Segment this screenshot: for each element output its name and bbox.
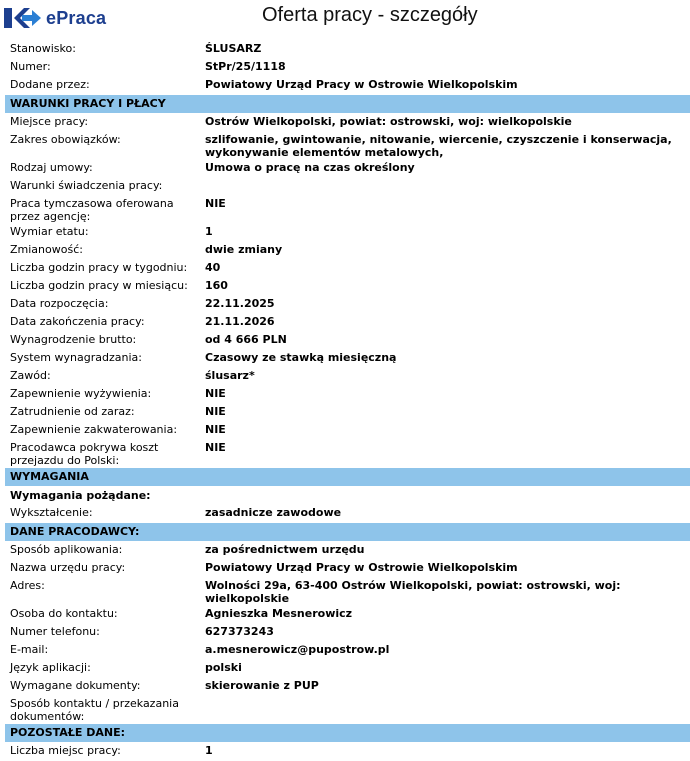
field-value: od 4 666 PLN xyxy=(205,333,287,346)
detail-row xyxy=(5,259,690,277)
detail-row xyxy=(5,541,690,559)
field-label: Zakres obowiązków: xyxy=(10,133,121,146)
row-numer xyxy=(5,58,690,76)
field-label: E-mail: xyxy=(10,643,49,656)
field-label: Wynagrodzenie brutto: xyxy=(10,333,137,346)
field-label: Sposób kontaktu / przekazania dokumentów: xyxy=(10,697,179,723)
job-title: ŚLUSARZ xyxy=(205,42,262,55)
field-value: Powiatowy Urząd Pracy w Ostrowie Wielkopolskim xyxy=(205,561,518,574)
page-header xyxy=(0,0,690,40)
offer-number: StPr/25/1118 xyxy=(205,60,286,73)
section-header-pracodawca: DANE PRACODAWCY: xyxy=(5,523,690,541)
field-value: 1 xyxy=(205,744,213,757)
detail-row xyxy=(5,349,690,367)
detail-row xyxy=(5,223,690,241)
field-label: Dodane przez: xyxy=(10,78,90,91)
field-label: Liczba godzin pracy w miesiącu: xyxy=(10,279,188,292)
field-label: Pracodawca pokrywa koszt przejazdu do Polski: xyxy=(10,441,159,467)
field-label: Język aplikacji: xyxy=(10,661,91,674)
field-value: Czasowy ze stawką miesięczną xyxy=(205,351,397,364)
field-value: 21.11.2026 xyxy=(205,315,275,328)
field-value: Umowa o pracę na czas określony xyxy=(205,161,415,174)
detail-row xyxy=(5,677,690,695)
detail-row xyxy=(5,504,690,522)
field-value: zasadnicze zawodowe xyxy=(205,506,342,519)
detail-row xyxy=(5,605,690,623)
field-value: ślusarz* xyxy=(205,369,255,382)
detail-row xyxy=(5,131,690,159)
field-label: Wykształcenie: xyxy=(10,506,93,519)
field-label: Osoba do kontaktu: xyxy=(10,607,118,620)
detail-row xyxy=(5,367,690,385)
field-value: Agnieszka Mesnerowicz xyxy=(205,607,353,620)
detail-row xyxy=(5,295,690,313)
field-label: Numer: xyxy=(10,60,51,73)
field-value: Ostrów Wielkopolski, powiat: ostrowski, woj: wielkopolskie xyxy=(205,115,572,128)
field-value: 160 xyxy=(205,279,228,292)
field-label: Warunki świadczenia pracy: xyxy=(10,179,163,192)
field-value: NIE xyxy=(205,405,226,418)
field-label: Liczba godzin pracy w tygodniu: xyxy=(10,261,188,274)
detail-row xyxy=(5,177,690,195)
field-label: System wynagradzania: xyxy=(10,351,142,364)
added-by: Powiatowy Urząd Pracy w Ostrowie Wielkopolskim xyxy=(205,78,518,91)
detail-row xyxy=(5,403,690,421)
section-header-pozostale: POZOSTAŁE DANE: xyxy=(5,724,690,742)
pozostale-rows xyxy=(5,742,690,760)
detail-row xyxy=(5,742,690,760)
detail-row xyxy=(5,113,690,131)
field-value: NIE xyxy=(205,387,226,400)
field-label: Zapewnienie wyżywienia: xyxy=(10,387,152,400)
field-value: 627373243 xyxy=(205,625,274,638)
logo-text: ePraca xyxy=(46,7,107,28)
detail-row xyxy=(5,577,690,605)
detail-row xyxy=(5,641,690,659)
detail-row xyxy=(5,695,690,723)
epraca-logo-icon xyxy=(4,6,42,30)
row-stanowisko xyxy=(5,40,690,58)
field-value: NIE xyxy=(205,423,226,436)
field-value: 1 xyxy=(205,225,213,238)
offer-details xyxy=(5,40,690,760)
field-value: a.mesnerowicz@pupostrow.pl xyxy=(205,643,390,656)
detail-row xyxy=(5,659,690,677)
field-value xyxy=(205,697,690,723)
detail-row xyxy=(5,623,690,641)
field-label: Rodzaj umowy: xyxy=(10,161,93,174)
field-label: Wymagane dokumenty: xyxy=(10,679,141,692)
detail-row xyxy=(5,439,690,467)
field-value: skierowanie z PUP xyxy=(205,679,319,692)
detail-row xyxy=(5,241,690,259)
field-value: NIE xyxy=(205,197,226,210)
field-value: 22.11.2025 xyxy=(205,297,275,310)
wymagania-rows xyxy=(5,504,690,522)
detail-row xyxy=(5,385,690,403)
field-value: polski xyxy=(205,661,242,674)
field-label: Nazwa urzędu pracy: xyxy=(10,561,126,574)
field-label: Numer telefonu: xyxy=(10,625,100,638)
field-value: szlifowanie, gwintowanie, nitowanie, wiercenie, czyszczenie i konserwacja, wykonywanie elementów metalowych, xyxy=(205,133,672,159)
field-label: Zmianowość: xyxy=(10,243,83,256)
detail-row xyxy=(5,159,690,177)
field-value xyxy=(205,179,690,195)
page-title: Oferta pracy - szczegóły xyxy=(262,4,478,26)
detail-row xyxy=(5,277,690,295)
field-label: Data zakończenia pracy: xyxy=(10,315,145,328)
field-label: Data rozpoczęcia: xyxy=(10,297,109,310)
section-header-warunki: WARUNKI PRACY I PŁACY xyxy=(5,95,690,113)
field-label: Adres: xyxy=(10,579,45,592)
subsection-wymagania-pozadane: Wymagania pożądane: xyxy=(10,489,151,502)
detail-row xyxy=(5,559,690,577)
field-label: Praca tymczasowa oferowana przez agencję: xyxy=(10,197,174,223)
warunki-rows xyxy=(5,113,690,467)
detail-row xyxy=(5,195,690,223)
pracodawca-rows xyxy=(5,541,690,723)
field-value: Wolności 29a, 63-400 Ostrów Wielkopolski, powiat: ostrowski, woj: wielkopolskie xyxy=(205,579,621,605)
field-label: Sposób aplikowania: xyxy=(10,543,123,556)
field-label: Liczba miejsc pracy: xyxy=(10,744,121,757)
field-value: dwie zmiany xyxy=(205,243,283,256)
field-label: Stanowisko: xyxy=(10,42,76,55)
section-header-wymagania: WYMAGANIA xyxy=(5,468,690,486)
detail-row xyxy=(5,313,690,331)
row-dodane xyxy=(5,76,690,94)
field-label: Zawód: xyxy=(10,369,51,382)
detail-row xyxy=(5,331,690,349)
field-value: 40 xyxy=(205,261,221,274)
field-label: Zatrudnienie od zaraz: xyxy=(10,405,135,418)
field-label: Wymiar etatu: xyxy=(10,225,89,238)
epraca-logo[interactable] xyxy=(4,5,106,31)
field-label: Miejsce pracy: xyxy=(10,115,89,128)
detail-row xyxy=(5,421,690,439)
field-value: NIE xyxy=(205,441,226,454)
field-label: Zapewnienie zakwaterowania: xyxy=(10,423,178,436)
field-value: za pośrednictwem urzędu xyxy=(205,543,365,556)
